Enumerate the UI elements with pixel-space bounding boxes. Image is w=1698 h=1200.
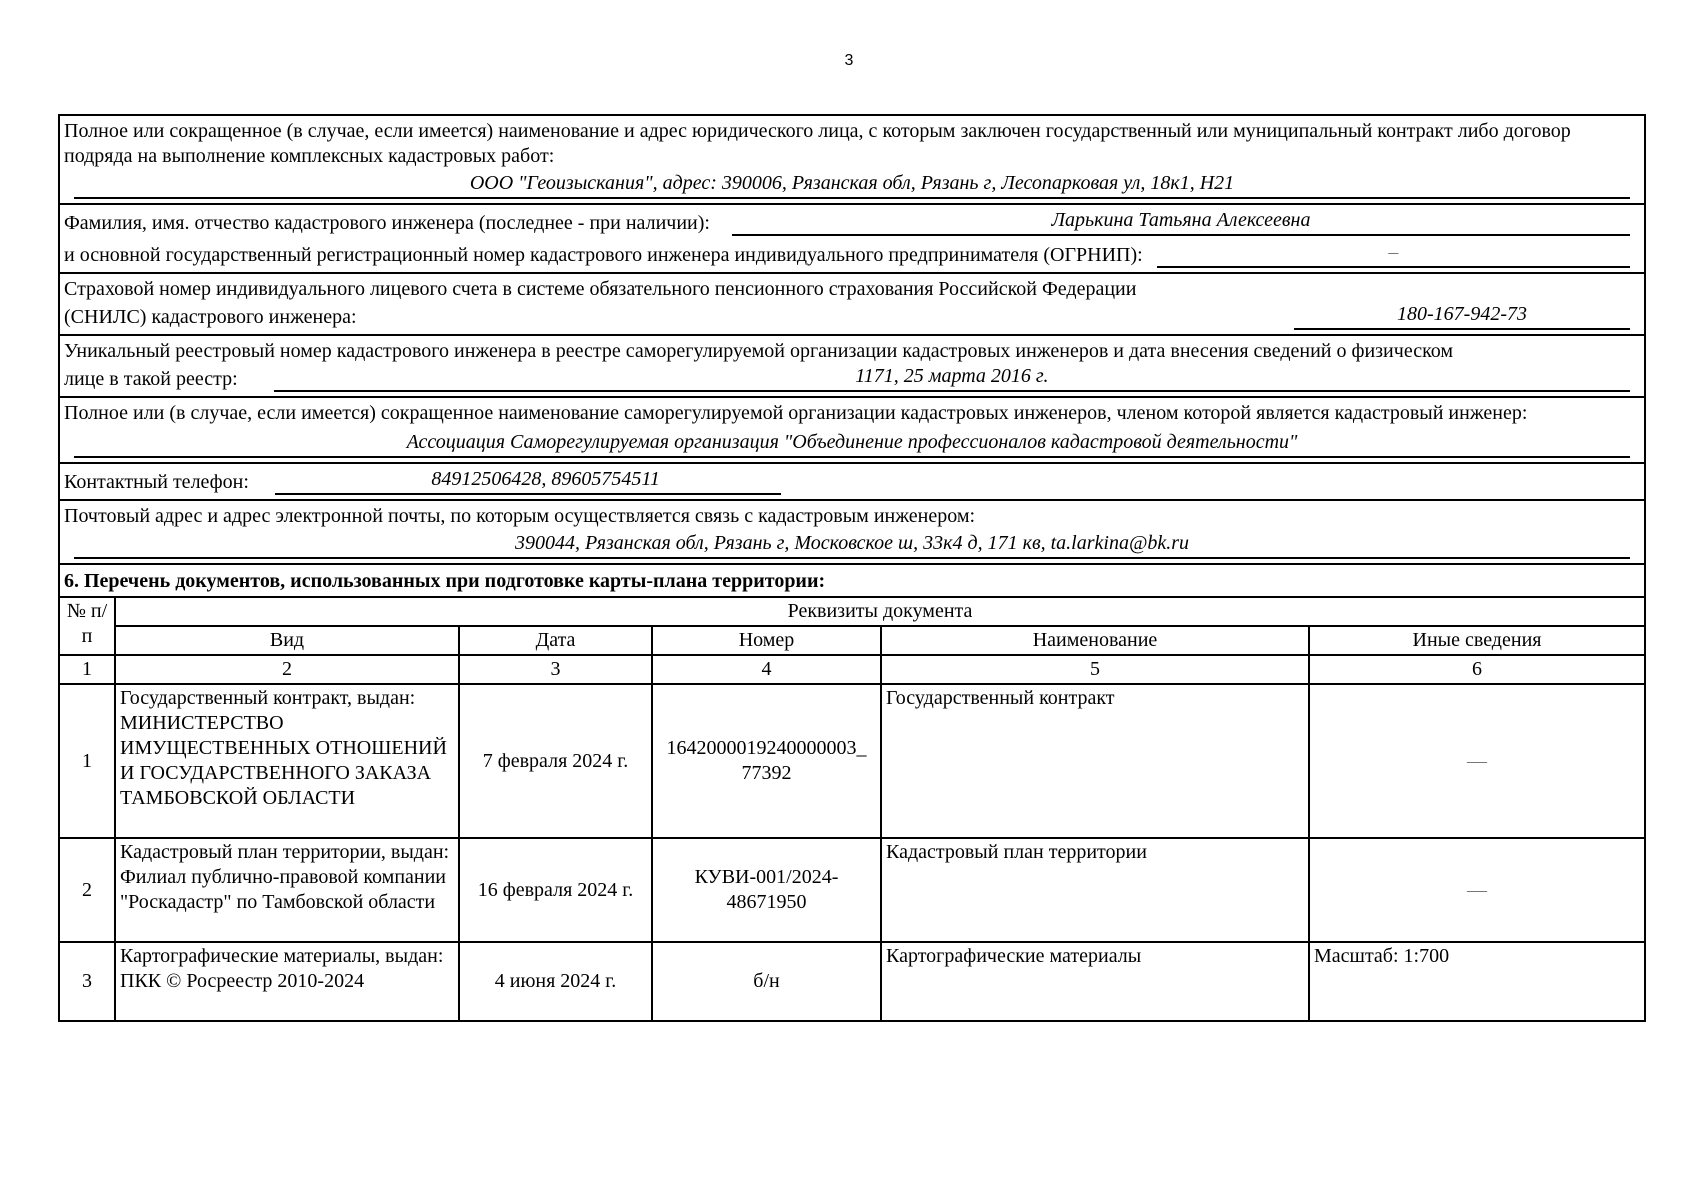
- col-number: 5: [881, 655, 1309, 684]
- engineer-section: [60, 205, 1644, 274]
- registry-label-line2: лице в такой реестр:: [64, 368, 238, 390]
- row-other: —: [1309, 684, 1644, 838]
- row-number: б/н: [652, 942, 881, 1020]
- phone-label: Контактный телефон:: [64, 471, 249, 493]
- table-row: [60, 942, 1644, 1020]
- snils-section: [60, 274, 1644, 336]
- sro-section: [60, 398, 1644, 464]
- ogrnip-row: [64, 240, 1630, 268]
- header-name: Наименование: [881, 626, 1309, 655]
- row-name: Картографические материалы: [881, 942, 1309, 1020]
- sro-value: Ассоциация Саморегулируемая организация "Объединение профессионалов кадастровой деятельности": [74, 430, 1630, 458]
- phone-value-line: [275, 467, 781, 495]
- row-name: Государственный контракт: [881, 684, 1309, 838]
- contractor-label: Полное или сокращенное (в случае, если имеется) наименование и адрес юридического лица, с которым заключен государственный или муниципальный контракт либо договор подряда на выполнение комплексных кадастровых работ:: [64, 120, 1571, 167]
- contractor-value: ООО "Геоизыскания", адрес: 390006, Рязанская обл, Рязань г, Лесопарковая ул, 18к1, Н21: [74, 171, 1630, 199]
- col-number: 2: [115, 655, 459, 684]
- documents-table: [60, 596, 1644, 1020]
- col-number: 4: [652, 655, 881, 684]
- phone-value: 84912506428, 89605754511: [431, 468, 660, 490]
- row-number: 1642000019240000003_ 77392: [652, 684, 881, 838]
- cadastral-form: [58, 114, 1646, 1022]
- registry-value: 1171, 25 марта 2016 г.: [274, 364, 1630, 392]
- row-kind: Государственный контракт, выдан: МИНИСТЕРСТВО ИМУЩЕСТВЕННЫХ ОТНОШЕНИЙ И ГОСУДАРСТВЕННОГО ЗАКАЗА ТАМБОВСКОЙ ОБЛАСТИ: [115, 684, 459, 838]
- col-number: 1: [60, 655, 115, 684]
- row-number: КУВИ-001/2024-48671950: [652, 838, 881, 942]
- table-header-row-1: [60, 597, 1644, 626]
- table-header-row-2: [60, 626, 1644, 655]
- row-date: 4 июня 2024 г.: [459, 942, 652, 1020]
- contractor-section: [60, 116, 1644, 205]
- col-number: 6: [1309, 655, 1644, 684]
- header-other: Иные сведения: [1309, 626, 1644, 655]
- row-num: 2: [60, 838, 115, 942]
- row-date: 16 февраля 2024 г.: [459, 838, 652, 942]
- row-num: 3: [60, 942, 115, 1020]
- row-num: 1: [60, 684, 115, 838]
- header-kind: Вид: [115, 626, 459, 655]
- row-kind: Кадастровый план территории, выдан: Филиал публично-правовой компании "Роскадастр" по Тамбовской области: [115, 838, 459, 942]
- sro-label: Полное или (в случае, если имеется) сокращенное наименование саморегулируемой организации кадастровых инженеров, членом которой является кадастровый инженер:: [64, 402, 1528, 424]
- page-number: 3: [844, 52, 854, 69]
- registry-section: [60, 336, 1644, 398]
- documents-section: [60, 565, 1644, 1020]
- snils-label-line2: (СНИЛС) кадастрового инженера:: [64, 306, 357, 328]
- registry-label-line1: Уникальный реестровый номер кадастрового инженера в реестре саморегулируемой организации кадастровых инженеров и дата внесения сведений о физическом: [64, 340, 1454, 362]
- table-row: [60, 838, 1644, 942]
- ogrnip-label: и основной государственный регистрационный номер кадастрового инженера индивидуального предпринимателя (ОГРНИП):: [64, 244, 1143, 266]
- row-date: 7 февраля 2024 г.: [459, 684, 652, 838]
- documents-section-title: 6. Перечень документов, использованных при подготовке карты-плана территории:: [64, 570, 826, 592]
- phone-row: [64, 467, 1630, 495]
- row-other: —: [1309, 838, 1644, 942]
- registry-row: [64, 364, 1630, 392]
- phone-section: [60, 464, 1644, 501]
- ogrnip-value: –: [1157, 240, 1630, 268]
- col-number: 3: [459, 655, 652, 684]
- header-group: Реквизиты документа: [115, 597, 1644, 626]
- snils-label-line1: Страховой номер индивидуального лицевого счета в системе обязательного пенсионного страхования Российской Федерации: [64, 278, 1137, 300]
- row-name: Кадастровый план территории: [881, 838, 1309, 942]
- snils-row: [64, 302, 1630, 330]
- address-value: 390044, Рязанская обл, Рязань г, Московское ш, 33к4 д, 171 кв, ta.larkina@bk.ru: [74, 531, 1630, 559]
- engineer-name-row: [64, 208, 1630, 236]
- address-section: [60, 501, 1644, 565]
- table-row: [60, 684, 1644, 838]
- row-kind: Картографические материалы, выдан: ПКК © Росреестр 2010-2024: [115, 942, 459, 1020]
- address-label: Почтовый адрес и адрес электронной почты, по которым осуществляется связь с кадастровым инженером:: [64, 505, 976, 527]
- header-number: Номер: [652, 626, 881, 655]
- column-numbers-row: [60, 655, 1644, 684]
- engineer-name-value: Ларькина Татьяна Алексеевна: [732, 208, 1630, 236]
- snils-value: 180-167-942-73: [1294, 302, 1630, 330]
- header-date: Дата: [459, 626, 652, 655]
- engineer-name-label: Фамилия, имя. отчество кадастрового инженера (последнее - при наличии):: [64, 212, 710, 234]
- header-num: № п/п: [60, 597, 115, 655]
- row-other: Масштаб: 1:700: [1309, 942, 1644, 1020]
